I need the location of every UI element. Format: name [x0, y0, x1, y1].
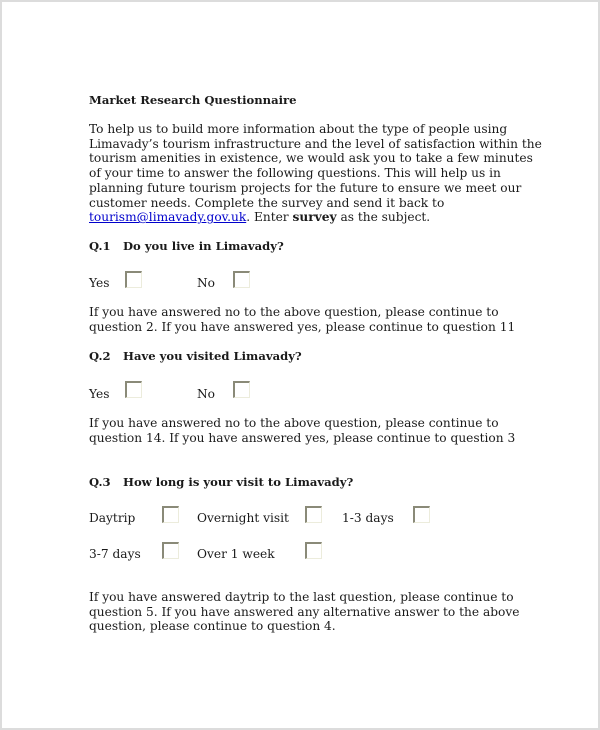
instruction-line: question 2. If you have answered yes, please continue to question 11: [89, 319, 516, 334]
instruction-line: question 5. If you have answered any alternative answer to the above: [89, 604, 520, 619]
q1-option-yes-label: Yes: [89, 276, 110, 290]
question-text: Do you live in Limavady?: [123, 239, 284, 253]
q1-no-checkbox[interactable]: [233, 271, 250, 288]
q2-yes-checkbox[interactable]: [125, 381, 142, 398]
q2-option-no-label: No: [197, 387, 216, 401]
question-3-heading: [89, 475, 353, 489]
q2-option-yes-label: Yes: [89, 387, 110, 401]
q2-no-checkbox[interactable]: [233, 381, 250, 398]
q2-instructions: [89, 416, 515, 445]
q1-instructions: [89, 305, 515, 334]
q3-option-1-3-days-label: 1-3 days: [342, 511, 394, 525]
intro-line: Limavady’s tourism infrastructure and the level of satisfaction within the: [89, 136, 542, 151]
instruction-line: If you have answered no to the above question, please continue to: [89, 305, 499, 319]
subject-keyword: survey: [292, 210, 337, 225]
intro-text: as the subject.: [336, 210, 431, 225]
question-text: Have you visited Limavady?: [123, 349, 302, 363]
question-number: Q.1: [89, 239, 111, 253]
instruction-line: question 14. If you have answered yes, please continue to question 3: [89, 430, 516, 445]
intro-paragraph: [89, 122, 542, 225]
question-text: How long is your visit to Limavady?: [123, 475, 354, 489]
q1-option-no-label: No: [197, 276, 216, 290]
question-1-heading: [89, 239, 284, 253]
intro-line: To help us to build more information about the type of people using: [89, 122, 508, 136]
intro-line-last: [89, 210, 542, 225]
intro-line: of your time to answer the following questions. This will help us in: [89, 166, 501, 181]
intro-line: customer needs. Complete the survey and send it back to: [89, 195, 445, 210]
q3-daytrip-checkbox[interactable]: [162, 506, 179, 523]
q3-option-over-1-week-label: Over 1 week: [197, 547, 275, 561]
q3-option-overnight-label: Overnight visit: [197, 511, 289, 525]
instruction-line: If you have answered daytrip to the last question, please continue to: [89, 590, 514, 604]
q3-option-3-7-days-label: 3-7 days: [89, 547, 141, 561]
q3-over-1-week-checkbox[interactable]: [305, 542, 322, 559]
intro-line: tourism amenities in existence, we would ask you to take a few minutes: [89, 151, 533, 166]
document-title: Market Research Questionnaire: [89, 93, 297, 107]
q3-1-3-days-checkbox[interactable]: [413, 506, 430, 523]
instruction-line: If you have answered no to the above question, please continue to: [89, 416, 499, 430]
question-number: Q.3: [89, 475, 111, 489]
q3-instructions: [89, 590, 519, 634]
question-number: Q.2: [89, 349, 111, 363]
q1-yes-checkbox[interactable]: [125, 271, 142, 288]
email-link[interactable]: tourism@limavady.gov.uk: [89, 210, 247, 225]
q3-overnight-checkbox[interactable]: [305, 506, 322, 523]
q3-option-daytrip-label: Daytrip: [89, 511, 136, 525]
instruction-line: question, please continue to question 4.: [89, 619, 336, 634]
intro-text: . Enter: [246, 210, 293, 225]
q3-3-7-days-checkbox[interactable]: [162, 542, 179, 559]
question-2-heading: [89, 349, 302, 363]
intro-line: planning future tourism projects for the future to ensure we meet our: [89, 180, 522, 195]
